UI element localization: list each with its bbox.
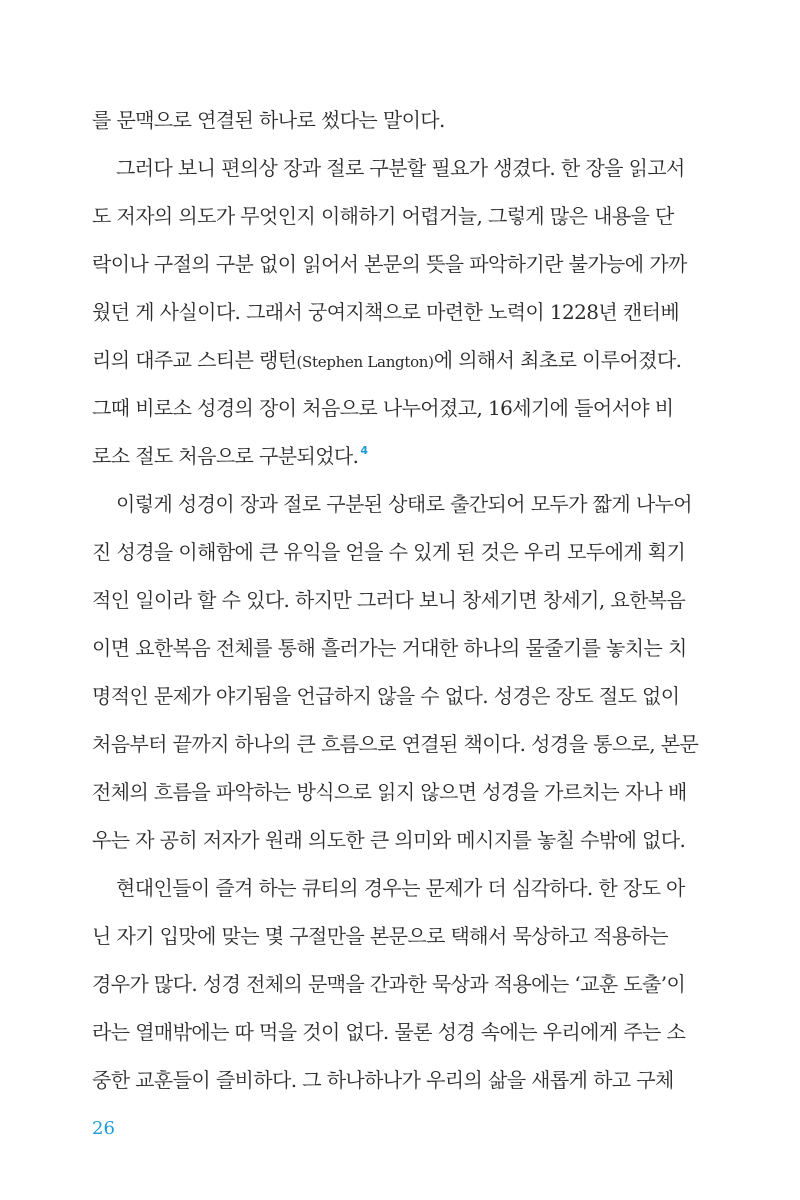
- body-text-line: 적인 일이라 할 수 있다. 하지만 그러다 보니 창세기면 창세기, 요한복음: [92, 588, 686, 612]
- text-segment: 리의 대주교 스티븐 랭턴: [92, 348, 297, 372]
- body-text-line: 우는 자 공히 저자가 원래 의도한 큰 의미와 메시지를 놓칠 수밖에 없다.: [92, 828, 686, 852]
- footnote-reference[interactable]: 4: [360, 444, 368, 457]
- english-name: (Stephen Langton): [296, 353, 434, 371]
- body-text-line: 락이나 구절의 구분 없이 읽어서 본문의 뜻을 파악하기란 불가능에 가까: [92, 252, 687, 276]
- body-text-line: 명적인 문제가 야기됨을 언급하지 않을 수 없다. 성경은 장도 절도 없이: [92, 684, 680, 708]
- body-text-line: 닌 자기 입맛에 맞는 몇 구절만을 본문으로 택해서 묵상하고 적용하는: [92, 924, 668, 948]
- body-text-line: 그러다 보니 편의상 장과 절로 구분할 필요가 생겼다. 한 장을 읽고서: [116, 156, 685, 180]
- body-text-line: 이렇게 성경이 장과 절로 구분된 상태로 출간되어 모두가 짧게 나누어: [116, 492, 692, 516]
- body-text-line: 경우가 많다. 성경 전체의 문맥을 간과한 묵상과 적용에는 ‘교훈 도출’이: [92, 972, 686, 996]
- text-segment: 로소 절도 처음으로 구분되었다.: [92, 444, 359, 468]
- body-text-line: 전체의 흐름을 파악하는 방식으로 읽지 않으면 성경을 가르치는 자나 배: [92, 780, 687, 804]
- body-text-line: 중한 교훈들이 즐비하다. 그 하나하나가 우리의 삶을 새롭게 하고 구체: [92, 1068, 674, 1092]
- text-segment: 에 의해서 최초로 이루어졌다.: [433, 348, 682, 372]
- page-number: 26: [92, 1118, 115, 1139]
- body-text-line: 를 문맥으로 연결된 하나로 썼다는 말이다.: [92, 108, 445, 132]
- body-text-line: 처음부터 끝까지 하나의 큰 흐름으로 연결된 책이다. 성경을 통으로, 본문: [92, 732, 699, 756]
- body-text-line: 웠던 게 사실이다. 그래서 궁여지책으로 마련한 노력이 1228년 캔터베: [92, 300, 680, 324]
- body-text-line: 그때 비로소 성경의 장이 처음으로 나누어졌고, 16세기에 들어서야 비: [92, 396, 674, 420]
- body-text-line: 진 성경을 이해함에 큰 유익을 얻을 수 있게 된 것은 우리 모두에게 획기: [92, 540, 686, 564]
- body-text-line: 이면 요한복음 전체를 통해 흘러가는 거대한 하나의 물줄기를 놓치는 치: [92, 636, 687, 660]
- body-text-line: 라는 열매밖에는 따 먹을 것이 없다. 물론 성경 속에는 우리에게 주는 소: [92, 1020, 686, 1044]
- body-text-line: [92, 442, 712, 474]
- body-text-line: 현대인들이 즐겨 하는 큐티의 경우는 문제가 더 심각하다. 한 장도 아: [116, 876, 685, 900]
- body-text-line: 도 저자의 의도가 무엇인지 이해하기 어렵거늘, 그렇게 많은 내용을 단: [92, 204, 674, 228]
- body-text-line: [92, 346, 712, 376]
